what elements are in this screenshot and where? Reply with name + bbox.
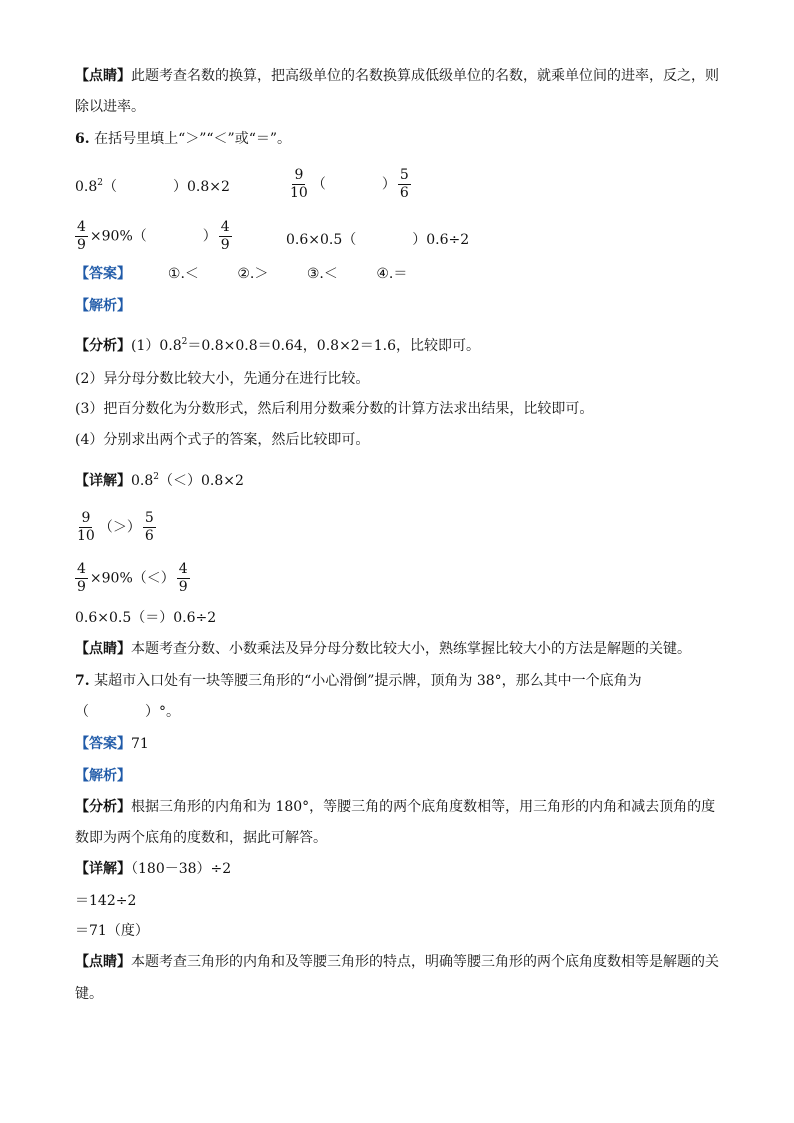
tip-text: 此题考查名数的换算，把高级单位的名数换算成低级单位的名数，就乘单位间的进率，反之，则 [131, 68, 719, 84]
expression: ×90% [89, 228, 133, 245]
fraction: $\frac{9}{10}$ [290, 167, 308, 201]
detail-label: 【详解】 [75, 473, 131, 489]
fraction: $\frac{4}{9}$ [220, 219, 230, 253]
q6-fenxi-4: (4）分别求出两个式子的答案，然后比较即可。 [75, 432, 370, 448]
q7-stem-2: （ ）°。 [75, 704, 180, 720]
analysis-label: 【解析】 [75, 298, 131, 314]
answer-value: 71 [131, 736, 149, 752]
q7-answer-line [75, 734, 149, 754]
q6-detail-b: $\frac{9}{10}$ （＞） $\frac{5}{6}$ [77, 510, 154, 544]
q6-detail-d: 0.6×0.5（＝）0.6÷2 [75, 610, 217, 626]
base: 0.8 [75, 179, 98, 195]
fraction: $\frac{5}{6}$ [399, 167, 409, 201]
q6-detail-a: 【详解】$0.8^2(<)0.8\times 2$ [75, 472, 244, 489]
exponent: 2 [97, 178, 103, 188]
question-number: 7. [75, 673, 90, 689]
fraction: $\frac{4}{9}$ [77, 219, 86, 253]
expression: 0.6÷2 [426, 232, 470, 248]
answer-blank: （ ） [311, 176, 396, 193]
answer-2: ②.＞ [237, 266, 269, 282]
answer-1: ①.＜ [167, 266, 199, 282]
q5-tip-line-2: 除以进率。 [75, 99, 145, 115]
tip-label: 【点睛】 [75, 641, 131, 657]
answer-3: ③.＜ [306, 266, 338, 282]
q6-fenxi-1: 【分析】$(1)0.8^2=0.8\times 0.8=0.64$，0.8×2＝1.6，比较即可。 [75, 337, 480, 354]
question-stem: 在括号里填上“＞”“＜”或“＝”。 [94, 131, 292, 147]
fenxi-label: 【分析】 [75, 799, 131, 815]
q7-detail-3: ＝71（度） [75, 923, 149, 939]
q7-detail-2: ＝142÷2 [75, 893, 137, 909]
analysis-label: 【解析】 [75, 768, 131, 784]
q6-item-b [286, 167, 413, 202]
q6-item-a [75, 176, 230, 196]
expression: 0.6×0.5 [286, 232, 343, 248]
q6-detail-c: $\frac{4}{9}$ ×90%（＜） $\frac{4}{9}$ [77, 561, 188, 595]
detail-label: 【详解】 [75, 861, 131, 877]
q6-answer-line [75, 264, 441, 284]
answer-label: 【答案】 [75, 266, 131, 282]
q6-fenxi-2: (2）异分母分数比较大小，先通分在进行比较。 [75, 371, 370, 387]
q6-item-c [73, 219, 234, 254]
q7-tip-2: 键。 [75, 986, 103, 1002]
answer-blank: （ ） [132, 228, 217, 245]
answer-4: ④.＝ [376, 266, 408, 282]
tip-label: 【点睛】 [75, 954, 131, 970]
q6-item-d [286, 229, 469, 249]
fenxi-label: 【分析】 [75, 338, 131, 354]
q7-tip-1: 【点睛】本题考查三角形的内角和及等腰三角形的特点，明确等腰三角形的两个底角度数相等是解题的关 [75, 954, 719, 970]
q7-fenxi-1: 【分析】根据三角形的内角和为 180°，等腰三角的两个底角度数相等，用三角形的内角和减去顶角的度 [75, 799, 716, 815]
question-number: 6. [75, 131, 90, 147]
answer-blank: （ ） [103, 179, 187, 195]
q7-stem: 7. 某超市入口处有一块等腰三角形的“小心滑倒”提示牌，顶角为 38°，那么其中一个底角为 [75, 673, 642, 689]
answer-label: 【答案】 [75, 736, 131, 752]
q7-fenxi-2: 数即为两个底角的度数和，据此可解答。 [75, 830, 327, 846]
expression: 0.8×2 [187, 179, 230, 195]
tip-label: 【点睛】 [75, 68, 131, 84]
q6-stem [75, 129, 291, 149]
q6-tip: 【点睛】本题考查分数、小数乘法及异分母分数比较大小，熟练掌握比较大小的方法是解题的关键。 [75, 641, 691, 657]
q6-fenxi-3: (3）把百分数化为分数形式，然后利用分数乘分数的计算方法求出结果，比较即可。 [75, 401, 594, 417]
q5-tip-line-1 [75, 66, 719, 86]
answer-blank: （ ） [342, 232, 427, 248]
q7-detail-1: 【详解】（180－38）÷2 [75, 861, 232, 877]
